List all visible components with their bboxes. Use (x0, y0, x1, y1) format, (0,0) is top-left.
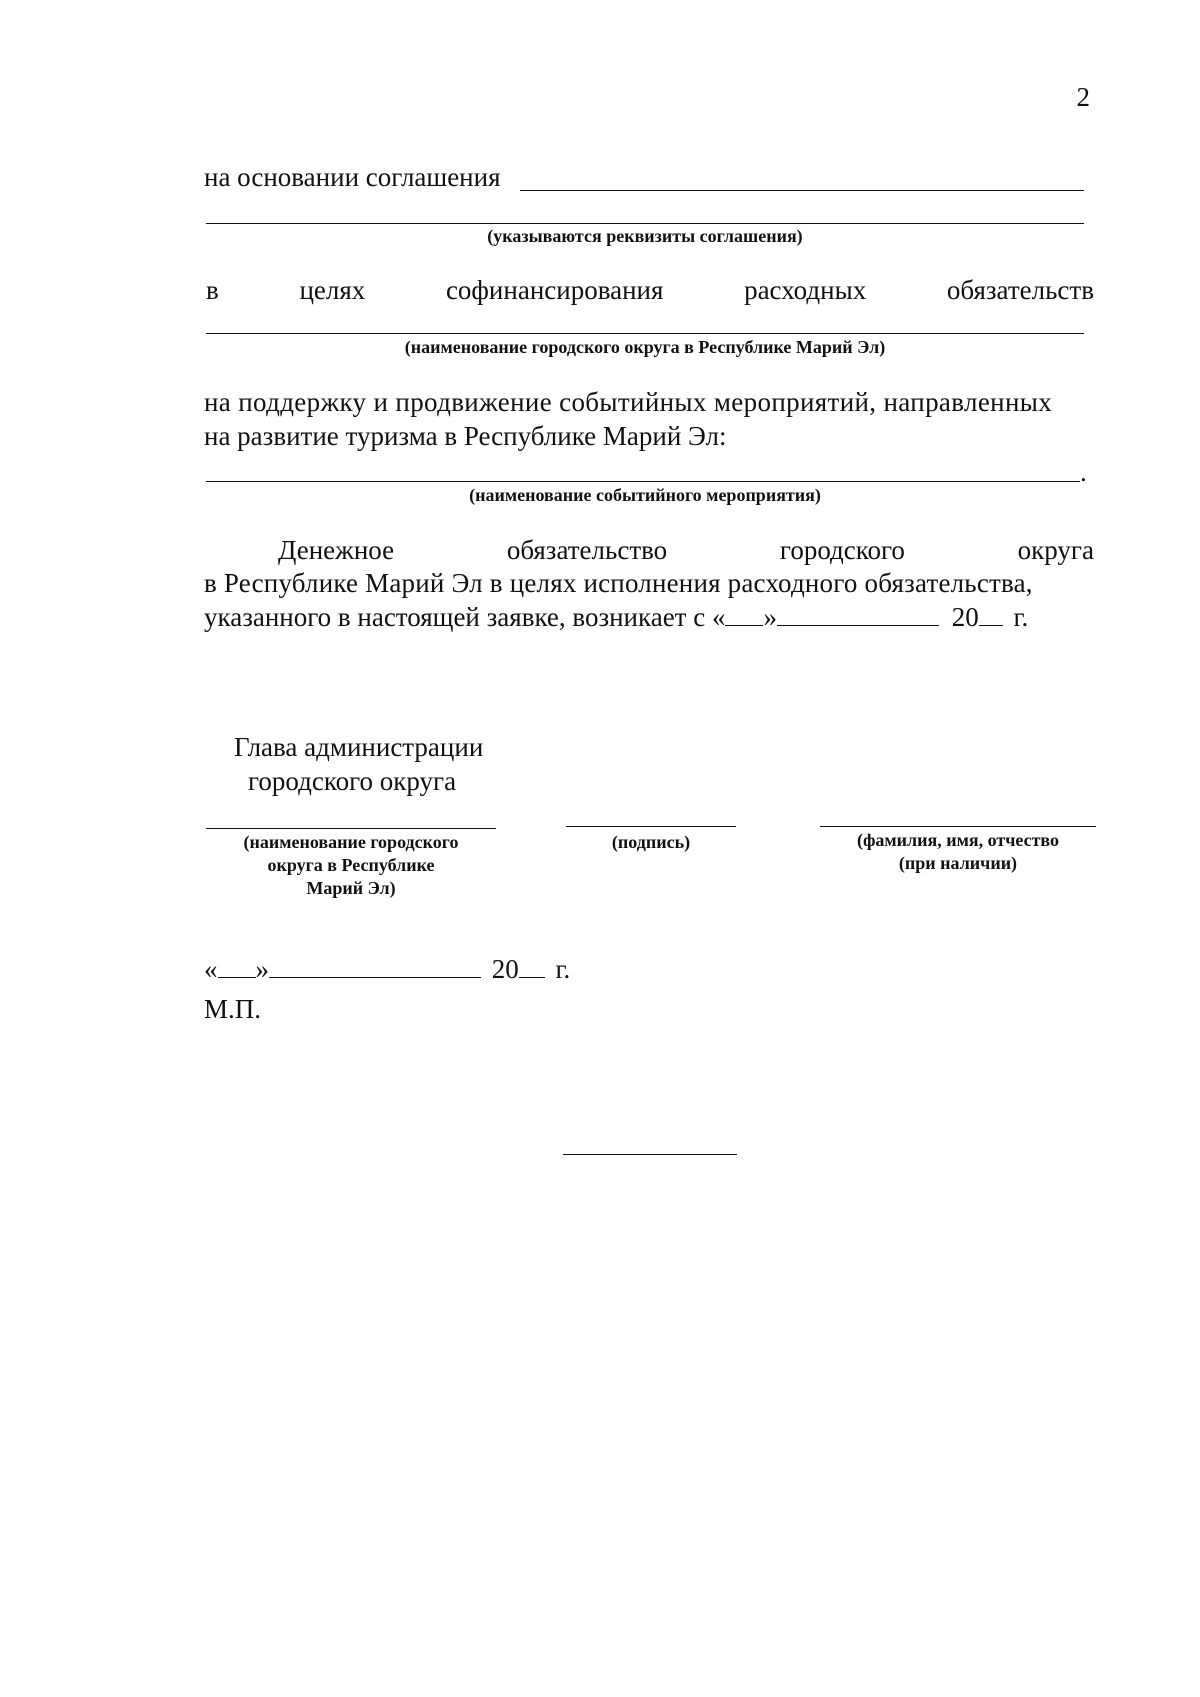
obligation-line-3-lead: указанного в настоящей заявке, возникает с « (204, 602, 726, 632)
end-separator-line (563, 1154, 737, 1155)
date-year-prefix: 20 (491, 954, 519, 984)
fio-caption (820, 829, 1096, 875)
obligation-year-blank (979, 603, 1003, 626)
agreement-lead-text: на основании соглашения (204, 162, 501, 192)
date-line (204, 952, 570, 986)
agreement-caption: (указываются реквизиты соглашения) (487, 226, 803, 246)
page-number: 2 (1076, 82, 1090, 112)
date-day-blank (218, 955, 256, 978)
municipality-name-line (206, 828, 496, 829)
event-end-dot: . (1080, 457, 1087, 487)
obligation-year-suffix: г. (1013, 602, 1029, 632)
signature-title-line-1: Глава администрации (234, 732, 484, 762)
agreement-blank-line-1 (520, 190, 1084, 191)
fio-line (820, 826, 1096, 827)
date-quote-open: « (204, 954, 218, 984)
date-year-blank (519, 955, 545, 978)
municipality-blank-line (206, 333, 1084, 334)
date-quote-close: » (255, 954, 269, 984)
purpose-line (206, 273, 1094, 307)
date-month-blank (269, 955, 481, 978)
obligation-line-3 (204, 600, 1028, 634)
caption-line: (при наличии) (898, 853, 1018, 873)
obligation-year-prefix: 20 (951, 602, 979, 632)
obligation-line-1 (278, 533, 1094, 567)
stamp-label: М.П. (204, 994, 262, 1024)
purpose-word: целях (299, 275, 366, 305)
obligation-word: городского (779, 535, 905, 565)
support-line-2: на развитие туризма в Республике Марий Эл: (204, 421, 727, 451)
event-blank-line (206, 481, 1080, 482)
caption-line: Марий Эл) (306, 878, 396, 898)
signature-line (566, 826, 736, 827)
obligation-quote-close: » (763, 602, 777, 632)
purpose-word: обязательств (946, 275, 1094, 305)
obligation-word: округа (1017, 535, 1094, 565)
support-line-1: на поддержку и продвижение событийных мероприятий, направленных (204, 387, 1053, 417)
agreement-blank-line-2 (206, 223, 1084, 224)
obligation-month-blank (777, 603, 939, 626)
obligation-day-blank (725, 603, 763, 626)
obligation-word: Денежное (278, 535, 395, 565)
obligation-word: обязательство (506, 535, 668, 565)
caption-line: (наименование городского (243, 832, 459, 852)
obligation-line-2: в Республике Марий Эл в целях исполнения расходного обязательства, (204, 568, 1033, 598)
purpose-word: софинансирования (445, 275, 664, 305)
caption-line: округа в Республике (267, 855, 435, 875)
purpose-word: расходных (744, 275, 867, 305)
purpose-word: в (206, 275, 219, 305)
date-year-suffix: г. (555, 954, 571, 984)
signature-caption: (подпись) (611, 832, 691, 852)
municipality-caption: (наименование городского округа в Республике Марий Эл) (404, 337, 886, 357)
caption-line: (фамилия, имя, отчество (856, 830, 1060, 850)
event-caption: (наименование событийного мероприятия) (469, 485, 821, 505)
signature-title-line-2: городского округа (248, 766, 457, 796)
municipality-name-caption (206, 831, 496, 900)
